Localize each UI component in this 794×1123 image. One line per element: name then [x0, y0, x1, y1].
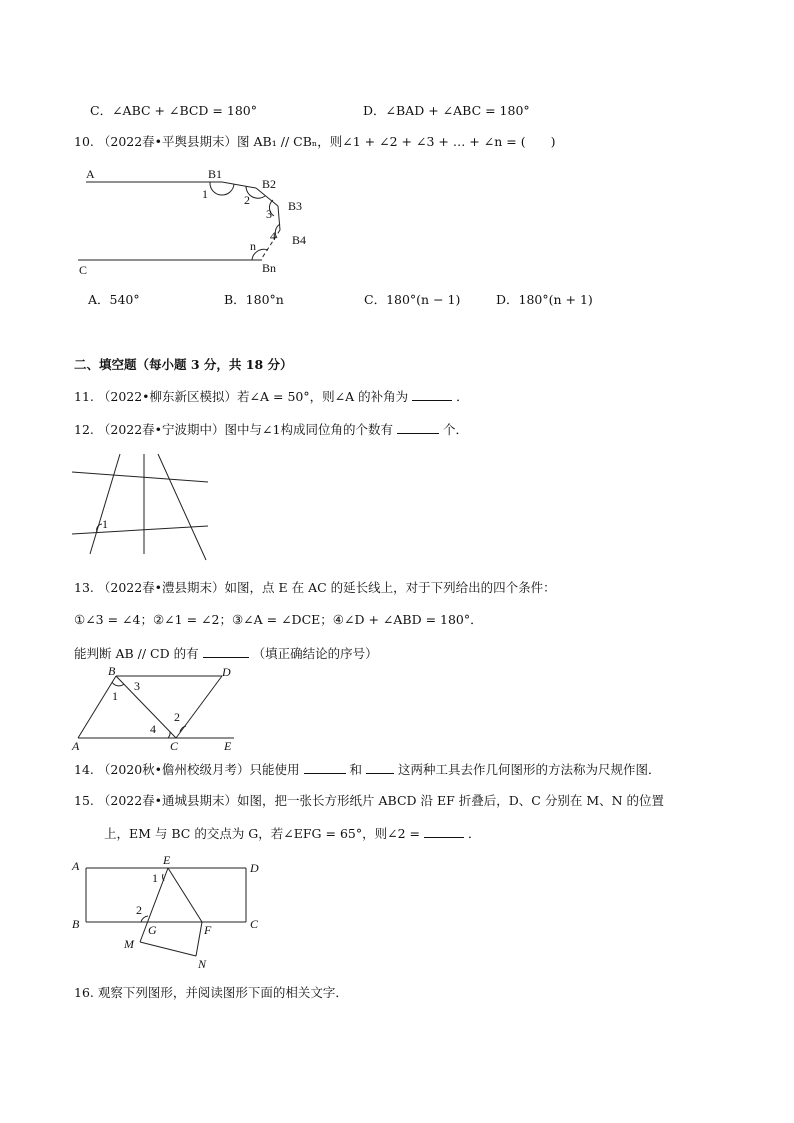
q13-angle-4: 4 — [150, 722, 156, 736]
q10-label-c: C — [79, 263, 88, 277]
q15-label-f: F — [204, 923, 212, 937]
q15-label-m: M — [124, 937, 134, 951]
q11 — [74, 388, 469, 405]
q15-text-1: （2022春•通城县期末）如图，把一张长方形纸片 ABCD 沿 EF 折叠后，D、C 分别在 M、N 的位置 — [97, 793, 665, 808]
q14-text-a: （2020秋•儋州校级月考）只能使用 — [97, 762, 300, 777]
q14-text-c: 这两种工具去作几何图形的方法称为尺规作图． — [398, 762, 661, 777]
q16 — [74, 985, 348, 1001]
q11-answer-blank[interactable] — [412, 388, 452, 401]
q15-figure — [68, 852, 268, 974]
q10-angle-1: 1 — [202, 187, 208, 201]
q13-line-3 — [74, 645, 378, 662]
q13-line-1 — [74, 580, 556, 596]
q14-text-b: 和 — [349, 762, 363, 777]
q10-option-a: A．540° — [88, 292, 140, 307]
q15-label-b: B — [72, 917, 80, 931]
q13-label-a: A — [72, 739, 80, 753]
q13-answer-blank[interactable] — [203, 645, 249, 658]
q13-label-c: C — [170, 739, 179, 753]
q10-label-a: A — [86, 167, 95, 181]
q13-text-3b: （填正确结论的序号） — [252, 646, 378, 661]
q15-number: 15. — [74, 793, 94, 808]
q15-label-d: D — [250, 861, 259, 875]
q15-label-g: G — [148, 923, 157, 937]
q12-tail: 个． — [442, 422, 468, 437]
q13-conditions: ①∠3 = ∠4；②∠1 = ∠2；③∠A = ∠DCE；④∠D + ∠ABD = 180°． — [74, 612, 483, 627]
q10-number: 10. — [74, 134, 94, 149]
q10-angle-n: n — [250, 239, 256, 253]
q10-option-d: D．180°(n + 1) — [496, 292, 593, 307]
q15-angle-1: 1 — [152, 871, 158, 885]
q13-angle-1: 1 — [112, 689, 118, 703]
q10-label-b3: B3 — [288, 199, 303, 213]
q13-number: 13. — [74, 580, 94, 595]
q13-angle-3: 3 — [134, 679, 140, 693]
q13-text-3a: 能判断 AB // CD 的有 — [74, 646, 199, 661]
q14-number: 14. — [74, 762, 94, 777]
q10-label-b4: B4 — [292, 233, 307, 247]
q13-label-d: D — [222, 665, 231, 679]
q12-angle-1: 1 — [102, 517, 108, 531]
q15-text-2a: 上，EM 与 BC 的交点为 G，若∠EFG = 65°，则∠2 = — [104, 826, 420, 841]
q10-angle-4: 4 — [270, 229, 276, 243]
q15-label-c: C — [250, 917, 259, 931]
q12-figure — [68, 450, 218, 565]
q9-option-c: C．∠ABC + ∠BCD = 180° — [90, 103, 257, 118]
q10-stem — [74, 134, 555, 150]
q15-text-2b: ． — [467, 826, 481, 841]
q12 — [74, 421, 468, 438]
q15-angle-2: 2 — [136, 903, 142, 917]
q12-text: （2022春•宁波期中）图中与∠1构成同位角的个数有 — [97, 422, 393, 437]
q10-figure — [70, 160, 360, 282]
q12-answer-blank[interactable] — [397, 421, 439, 434]
q14 — [74, 761, 661, 778]
q10-option-b: B．180°n — [224, 292, 284, 307]
q10-angle-2: 2 — [244, 193, 250, 207]
q11-number: 11. — [74, 389, 94, 404]
q13-label-e: E — [224, 739, 232, 753]
q10-label-b2: B2 — [262, 177, 277, 191]
q12-number: 12. — [74, 422, 94, 437]
q15-answer-blank[interactable] — [424, 825, 464, 838]
q16-number: 16. — [74, 985, 94, 1000]
q15-line-1 — [74, 793, 664, 809]
q13-text-1: （2022春•澧县期末）如图，点 E 在 AC 的延长线上，对于下列给出的四个条件： — [97, 580, 556, 595]
q10-label-bn: Bn — [262, 261, 277, 275]
q11-text: （2022•柳东新区模拟）若∠A = 50°，则∠A 的补角为 — [97, 389, 409, 404]
q13-angle-2: 2 — [174, 710, 180, 724]
q15-label-n: N — [198, 957, 207, 971]
q13-label-b: B — [108, 664, 116, 678]
q11-tail: ． — [456, 389, 469, 404]
q10-stem-text: （2022春•平舆县期末）图 AB₁ // CBₙ，则∠1 + ∠2 + ∠3 + … + ∠n = ( ) — [97, 134, 556, 149]
q16-text: 观察下列图形，并阅读图形下面的相关文字． — [97, 985, 348, 1000]
q15-label-a: A — [72, 859, 80, 873]
section-fill-in-title: 二、填空题（每小题 3 分，共 18 分） — [74, 357, 293, 372]
q14-answer-blank-1[interactable] — [304, 761, 346, 774]
q9-option-d: D．∠BAD + ∠ABC = 180° — [363, 103, 530, 118]
q10-option-c: C．180°(n − 1) — [364, 292, 461, 307]
q10-angle-3: 3 — [266, 207, 272, 221]
q14-answer-blank-2[interactable] — [366, 761, 394, 774]
q15-label-e: E — [163, 853, 171, 867]
q10-label-b1: B1 — [208, 167, 223, 181]
q13-figure — [66, 664, 246, 756]
q15-line-2 — [104, 825, 480, 842]
